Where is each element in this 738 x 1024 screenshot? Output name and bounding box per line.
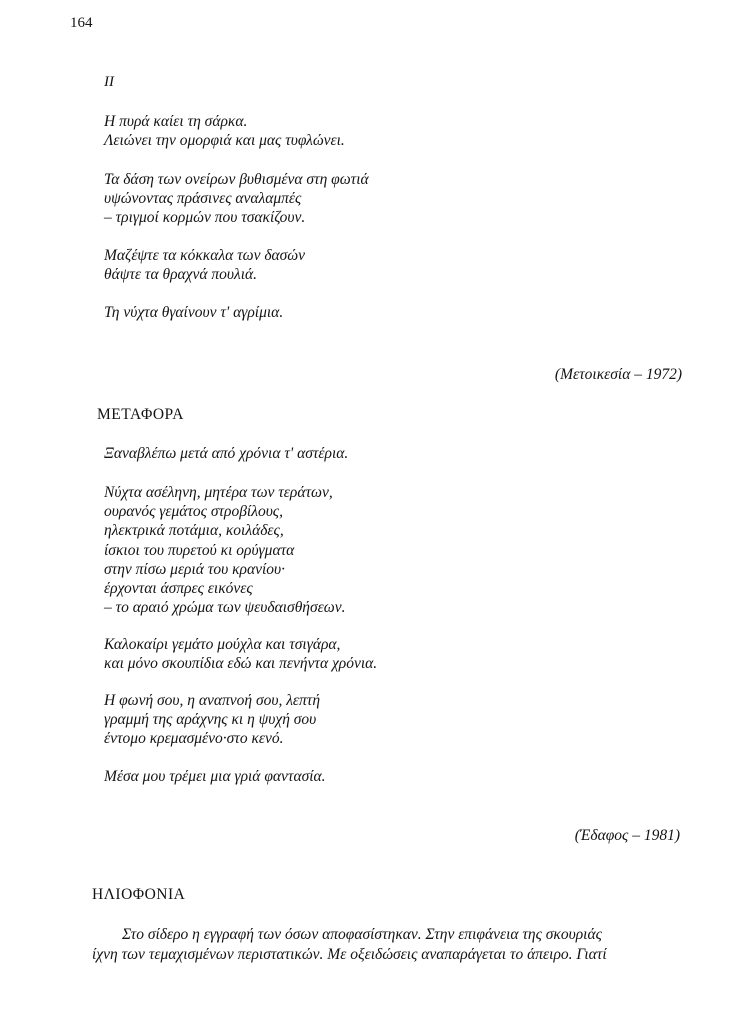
stanza (104, 767, 326, 786)
poem-line: Τη νύχτα θγαίνουν τ' αγρίμια. (104, 304, 284, 321)
poem-line: ουρανός γεμάτος στροβίλους, (104, 503, 283, 521)
prose-line: Στο σίδερο η εγγραφή των όσων αποφασίστηκαν. Στην επιφάνεια της σκουριάς (122, 926, 602, 943)
poem-title: ΜΕΤΑΦΟΡΑ (97, 406, 184, 423)
section-numeral: II (104, 74, 114, 90)
poem-line: υψώνοντας πράσινες αναλαμπές (104, 190, 302, 208)
poem-line: θάψτε τα θραχνά πουλιά. (104, 266, 258, 284)
poem-line: έντομο κρεμασμένο·στο κενό. (104, 730, 284, 748)
stanza (104, 691, 320, 749)
page-number: 164 (70, 15, 93, 31)
poem-line: Η πυρά καίει τη σάρκα. (104, 113, 248, 130)
poem-line: και μόνο σκουπίδια εδώ και πενήντα χρόνια. (104, 655, 378, 673)
poem-line: Ξαναβλέπω μετά από χρόνια τ' αστέρια. (104, 445, 349, 462)
source-note: (Έδαφος – 1981) (574, 827, 680, 844)
stanza (104, 635, 377, 673)
poem-line: – το αραιό χρώμα των ψευδαισθήσεων. (104, 599, 346, 617)
poem-line: έρχονται άσπρες εικόνες (104, 580, 253, 598)
poem-line: Μαζέψτε τα κόκκαλα των δασών (104, 247, 306, 264)
poem-line: στην πίσω μεριά του κρανίου· (104, 560, 286, 578)
poem-line: Καλοκαίρι γεμάτο μούχλα και τσιγάρα, (104, 636, 341, 653)
prose-paragraph (92, 925, 680, 965)
poem-line: Μέσα μου τρέμει μια γριά φαντασία. (104, 768, 326, 785)
prose-title: ΗΛΙΟΦΟΝΙΑ (92, 886, 186, 903)
prose-line: ίχνη των τεμαχισμένων περιστατικών. Με οξειδώσεις αναπαράγεται το άπειρο. Γιατί (92, 946, 607, 963)
poem-line: Νύχτα ασέληνη, μητέρα των τεράτων, (104, 484, 333, 501)
source-note: (Μετοικεσία – 1972) (554, 366, 682, 383)
poem-line: ηλεκτρικά ποτάμια, κοιλάδες, (104, 522, 284, 540)
stanza (104, 170, 369, 228)
poem-line: Τα δάση των ονείρων βυθισμένα στη φωτιά (104, 171, 369, 188)
stanza (104, 303, 283, 322)
stanza (104, 112, 345, 150)
stanza (104, 444, 348, 463)
stanza (104, 246, 305, 284)
stanza (104, 483, 345, 617)
poem-line: Η φωνή σου, η αναπνοή σου, λεπτή (104, 692, 321, 709)
poem-line: ίσκιοι του πυρετού κι ορύγματα (104, 541, 295, 559)
poem-line: Λειώνει την ομορφιά και μας τυφλώνει. (104, 132, 345, 150)
poem-line: γραμμή της αράχνης κι η ψυχή σου (104, 711, 317, 729)
poem-line: – τριγμοί κορμών που τσακίζουν. (104, 209, 306, 227)
